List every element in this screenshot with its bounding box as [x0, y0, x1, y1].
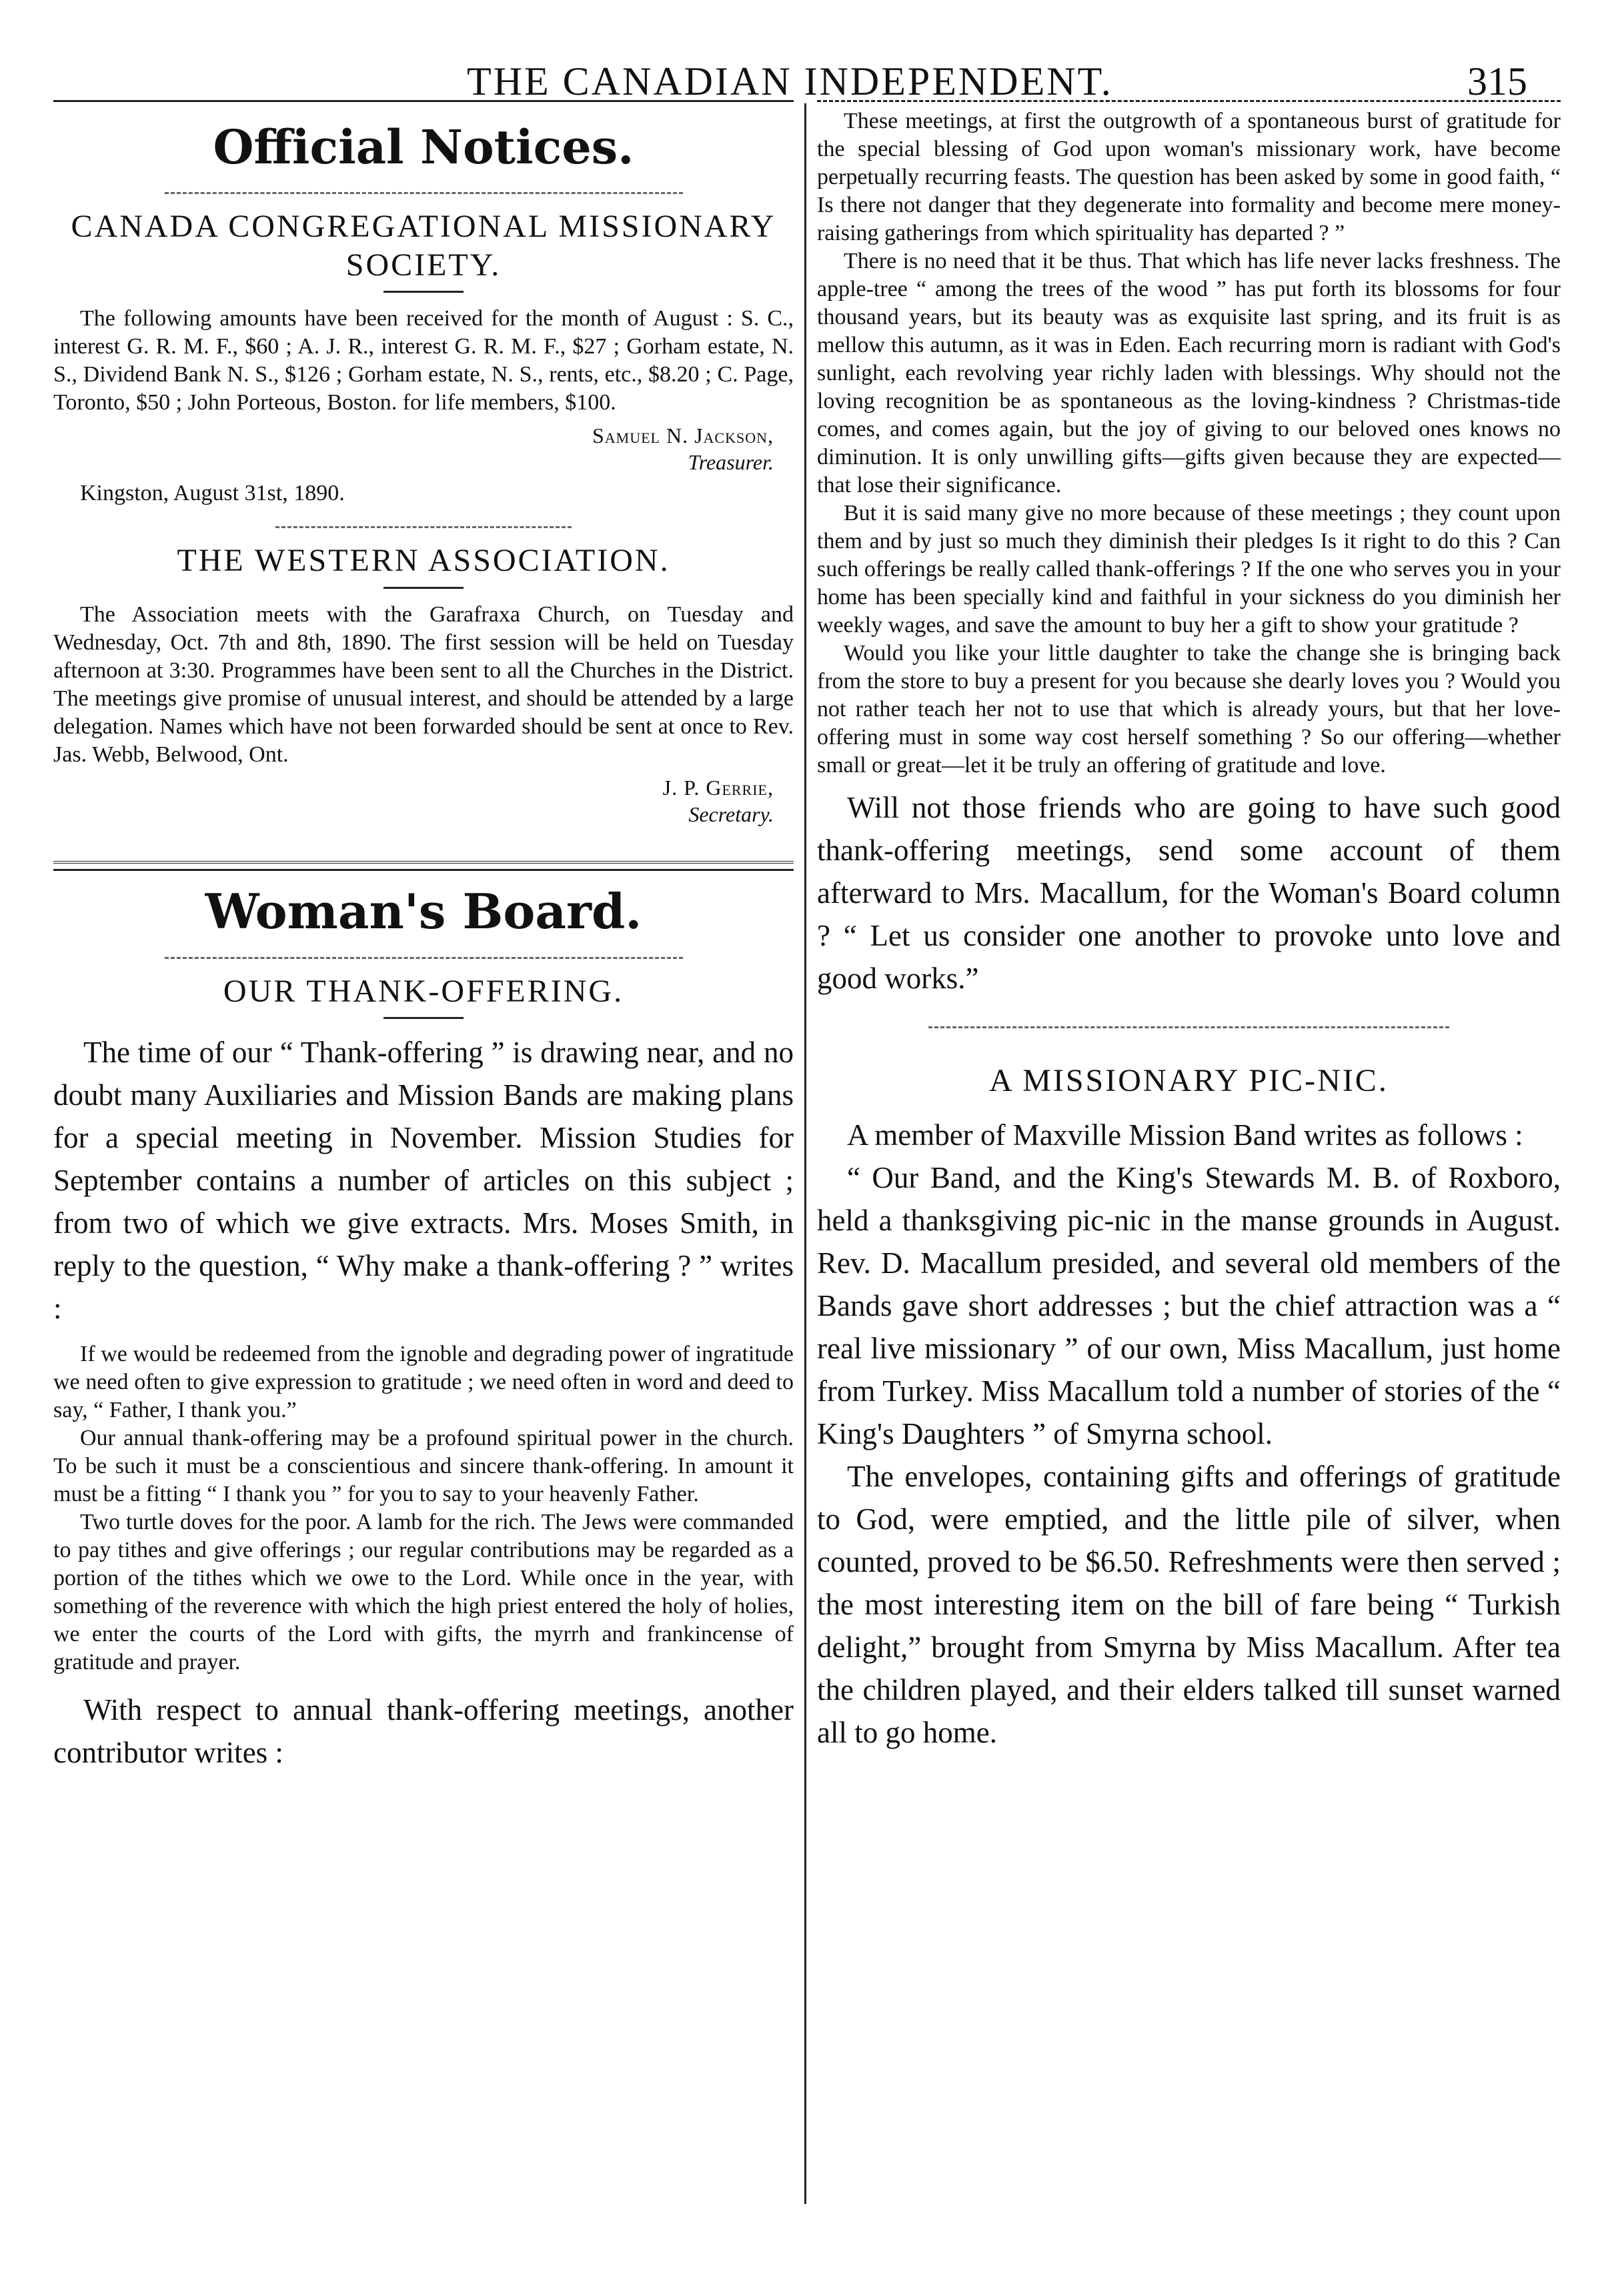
right-column — [817, 100, 1561, 1754]
appeal — [817, 786, 1561, 1000]
picnic-paragraph: A member of Maxville Mission Band writes as follows : — [847, 1118, 1523, 1152]
ccms-heading: CANADA CONGREGATIONAL MISSIONARY SOCIETY. — [71, 209, 776, 283]
running-header — [53, 19, 1554, 105]
western-notice — [53, 601, 794, 769]
page-number: 315 — [1467, 59, 1527, 103]
contributor-quote — [817, 107, 1561, 780]
thank-offering-heading: OUR THANK-OFFERING. — [223, 973, 624, 1009]
womans-board-heading: Woman's Board. — [205, 882, 642, 940]
picnic-heading: A MISSIONARY PIC-NIC. — [989, 1063, 1389, 1098]
divider — [383, 291, 464, 293]
signature-role: Treasurer. — [688, 450, 774, 475]
divider — [383, 1017, 464, 1019]
section-rule — [53, 861, 794, 871]
thank-offering-quote — [53, 1340, 794, 1676]
column-divider — [804, 103, 806, 2204]
divider — [165, 957, 683, 959]
thank-offering-intro — [53, 1031, 794, 1330]
ccms-notice — [53, 305, 794, 417]
divider — [928, 1026, 1449, 1028]
ccms-body: The following amounts have been received for the month of August : S. C., interest G. R. M. F., $60 ; A. J. R., interest G. R. M. F., $27 ; Gorham estate, N. S., Dividend Bank N. S., $126 ; Gorham estate, N. S., rents, etc., $8.20 ; C. Page, Toronto, $50 ; John Porteous, Boston. for life members, $100. — [53, 306, 794, 415]
signature-name: Samuel N. Jackson, — [592, 423, 774, 448]
intro-paragraph: The time of our “ Thank-offering ” is drawing near, and no doubt many Auxiliaries and Mission Bands are making plans for a special meeting in November. Mission Studies for September contains a number of articles on this subject ; from two of which we give extracts. Mrs. Moses Smith, in reply to the question, “ Why make a thank-offering ? ” writes : — [53, 1036, 794, 1326]
quote-paragraph: If we would be redeemed from the ignoble and degrading power of ingratitude we need often to give expression to gratitude ; we need often in word and deed to say, “ Father, I thank you.” — [53, 1342, 794, 1423]
thank-offering-outro — [53, 1688, 794, 1774]
picnic-paragraph: The envelopes, containing gifts and offerings of gratitude to God, were emptied, and the little pile of silver, when counted, proved to be $6.50. Refreshments were then served ; the most interesting item on the bill of fare being “ Turkish delight,” brought from Smyrna by Miss Macallum. After tea the children played, and their elders talked till sunset warned all to go home. — [817, 1459, 1561, 1749]
quote-paragraph: These meetings, at first the outgrowth of a spontaneous burst of gratitude for the special blessing of God upon woman's missionary work, have become perpetually recurring feasts. The question has been asked by some in good faith, “ Is there not danger that they degenerate into formality and become mere money-raising gatherings from which spirituality has departed ? ” — [817, 109, 1561, 245]
official-notices-heading: Official Notices. — [213, 119, 634, 175]
appeal-paragraph: Will not those friends who are going to have such good thank-offering meetings, send some account of them afterward to Mrs. Macallum, for the Woman's Board column ? “ Let us consider one another to provoke unto love and good works.” — [817, 791, 1561, 995]
quote-paragraph: But it is said many give no more because of these meetings ; they count upon them and by just so much they diminish their pledges Is it right to do this ? Can such offerings be really called thank-offerings ? If the one who serves you in your home has been specially kind and faithful in your sickness do you diminish her weekly wages, and save the amount to buy her a gift to show your gratitude ? — [817, 501, 1561, 638]
quote-paragraph: There is no need that it be thus. That which has life never lacks freshness. The apple-tree “ among the trees of the wood ” has put forth its blossoms for four thousand years, but its beauty was as exquisite last spring, and its fruit is as mellow this autumn, as it was in Eden. Each recurring morn is radiant with God's sunlight, each revolving year richly laden with blessings. Why should not the loving recognition be as spontaneous as the loving-kindness ? Christmas-tide comes, and comes again, but the joy of giving to our beloved ones knows no diminution. It is only unwilling gifts—gifts given because they are expected—that lose their significance. — [817, 249, 1561, 497]
divider — [275, 526, 572, 528]
header-rule — [53, 100, 794, 102]
picnic-article — [817, 1114, 1561, 1754]
western-signature — [53, 774, 774, 828]
left-column — [53, 100, 794, 1774]
quote-paragraph: Would you like your little daughter to take the change she is bringing back from the store to buy a present for you because she dearly loves you ? Would you not rather teach her not to use that which is already yours, but that her love-offering must in some way cost herself something ? So our offering—whether small or great—let it be truly an offering of gratitude and love. — [817, 641, 1561, 778]
picnic-paragraph: “ Our Band, and the King's Stewards M. B. of Roxboro, held a thanksgiving pic-nic in the manse grounds in August. Rev. D. Macallum presided, and several old members of the Bands gave short addresses ; but the chief attraction was a “ real live missionary ” of our own, Miss Macallum, just home from Turkey. Miss Macallum told a number of stories of the “ King's Daughters ” of Smyrna school. — [817, 1160, 1561, 1450]
divider — [165, 192, 683, 194]
quote-paragraph: Two turtle doves for the poor. A lamb for the rich. The Jews were commanded to pay tithes and give offerings ; our regular contributions may be regarded as a portion of the tithes which we owe to the Lord. While once in the year, with something of the reverence with which the high priest entered the holy of holies, we enter the courts of the Lord with gifts, the myrrh and frankincense of gratitude and prayer. — [53, 1510, 794, 1675]
quote-paragraph: Our annual thank-offering may be a profound spiritual power in the church. To be such it must be a conscientious and sincere thank-offering. In amount it must be a fitting “ I thank you ” for you to say to your heavenly Father. — [53, 1426, 794, 1507]
place-date: Kingston, August 31st, 1890. — [80, 481, 345, 506]
journal-title: THE CANADIAN INDEPENDENT. — [467, 59, 1113, 103]
outro-paragraph: With respect to annual thank-offering meetings, another contributor writes : — [53, 1693, 794, 1770]
western-heading: THE WESTERN ASSOCIATION. — [177, 543, 670, 579]
signature-role: Secretary. — [688, 802, 774, 826]
signature-name: J. P. Gerrie, — [662, 775, 774, 800]
divider — [383, 587, 464, 589]
header-rule — [817, 100, 1561, 102]
ccms-signature — [53, 422, 774, 475]
western-body: The Association meets with the Garafraxa Church, on Tuesday and Wednesday, Oct. 7th and 8th, 1890. The first session will be held on Tuesday afternoon at 3:30. Programmes have been sent to all the Churches in the District. The meetings give promise of unusual interest, and should be attended by a large delegation. Names which have not been forwarded should be sent at once to Rev. Jas. Webb, Belwood, Ont. — [53, 602, 794, 767]
